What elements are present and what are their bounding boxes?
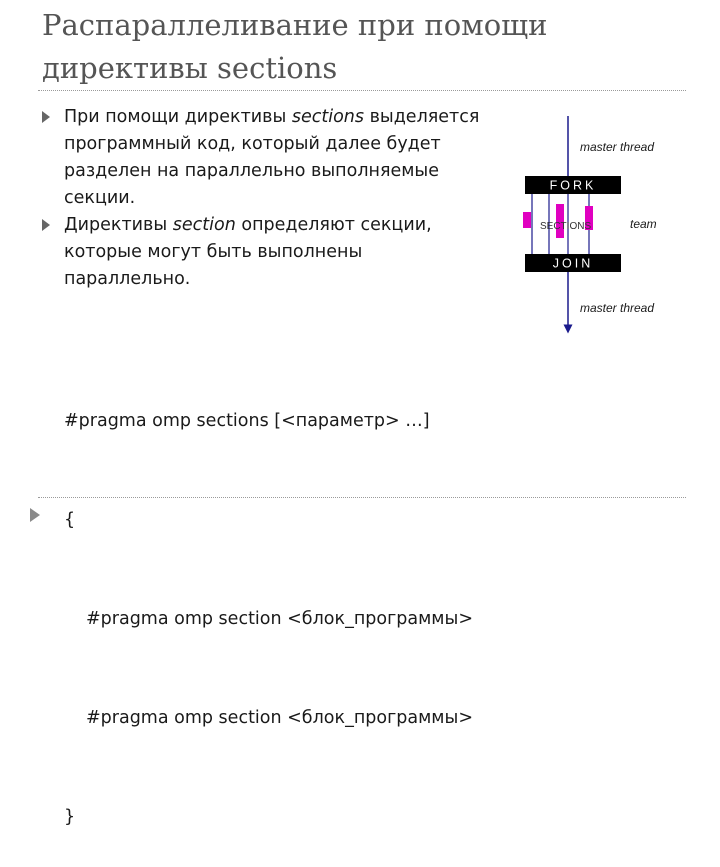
- code-line: #pragma omp sections [<параметр> …]: [64, 411, 430, 431]
- bullet-list: [42, 104, 492, 293]
- team-label: team: [630, 217, 657, 231]
- code-line: #pragma omp section <блок_программы>: [86, 609, 473, 629]
- bullet-text: [64, 215, 432, 289]
- bullet-text-part: Директивы: [64, 215, 173, 235]
- bullet-text-italic: section: [172, 215, 236, 235]
- title-divider: [38, 90, 686, 91]
- bullet-item: [42, 104, 492, 212]
- fork-join-diagram: [510, 96, 710, 336]
- join-label: JOIN: [552, 256, 594, 271]
- code-line: }: [64, 807, 76, 827]
- triangle-bullet-icon: [42, 111, 50, 123]
- bullet-text-part: выделяется программный код, который далее будет разделен на параллельно выполняемые секции.: [64, 107, 480, 208]
- bullet-item: [42, 212, 492, 293]
- sections-label: SECTIONS: [540, 221, 592, 232]
- footer-divider: [38, 497, 686, 498]
- section-box: [523, 212, 531, 228]
- master-thread-top-label: master thread: [580, 140, 655, 154]
- code-block: [64, 339, 473, 867]
- slide-title: Распараллеливание при помощи директивы sections: [42, 8, 548, 85]
- fork-label: FORK: [549, 178, 597, 193]
- bullet-text-part: определяют секции, которые могут быть выполнены параллельно.: [64, 215, 432, 289]
- bullet-text: [64, 107, 479, 208]
- triangle-bullet-icon: [42, 219, 50, 231]
- bullet-text-italic: sections: [291, 107, 365, 127]
- bullet-text-part: При помощи директивы: [64, 107, 292, 127]
- slide-nav-arrow-icon[interactable]: [30, 508, 40, 522]
- code-line: #pragma omp section <блок_программы>: [86, 708, 473, 728]
- code-line: {: [64, 510, 76, 530]
- master-thread-bottom-label: master thread: [580, 301, 655, 315]
